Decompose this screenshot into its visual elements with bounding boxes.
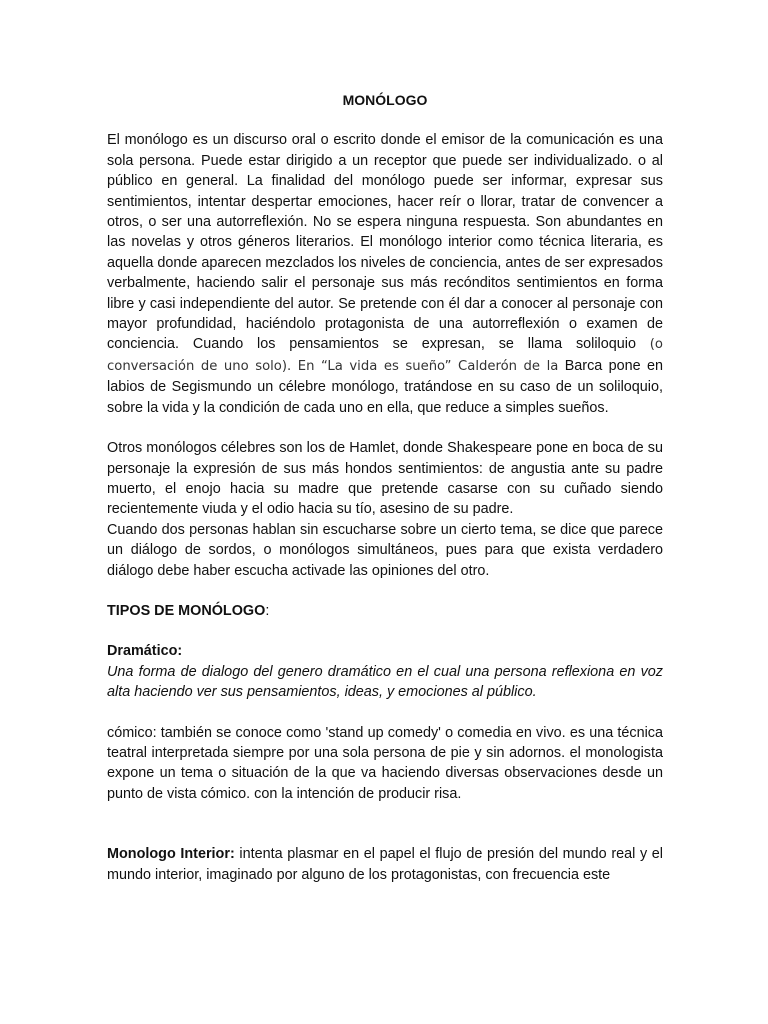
paragraph-gap [107, 703, 663, 723]
paragraph-gap [107, 418, 663, 438]
dramatico-heading: Dramático: [107, 643, 183, 660]
interior-heading: Monologo Interior: [107, 846, 235, 863]
intro-text-end: Barca pone en labios de Segismundo un célebre monólogo, tratándose en su caso de un soliloquio, sobre la vida y la condición de cada uno en ella, que reduce a simples sueños. [107, 357, 663, 416]
dramatico-text: Una forma de dialogo del genero dramático en el cual una persona reflexiona en voz alta haciendo ver sus pensamientos, ideas, y emociones al público. [107, 663, 663, 701]
comico-paragraph: cómico: también se conoce como 'stand up comedy' o comedia en vivo. es una técnica teatral interpretada siempre por una sola persona de pie y sin adornos. el monologista expone un tema o situación de la que va haciendo diversas observaciones desde un punto de vista cómico. con la intención de producir risa. [107, 724, 663, 802]
paragraph-gap [107, 581, 663, 601]
paragraph-gap [107, 824, 663, 844]
tipos-heading-line [107, 601, 663, 621]
tipos-colon: : [265, 602, 270, 619]
document-page [107, 90, 663, 885]
interior-paragraph [107, 844, 663, 885]
intro-paragraph [107, 130, 663, 418]
interior-text: intenta plasmar en el papel el flujo de presión del mundo real y el mundo interior, imaginado por alguno de los protagonistas, con frecuencia este [107, 846, 664, 883]
intro-aside-text: (o conversación de uno solo). En “La vida es sueño” Calderón de la [107, 337, 663, 374]
document-title: MONÓLOGO [342, 92, 428, 108]
paragraph-gap [107, 621, 663, 641]
hamlet-paragraph: Otros monólogos célebres son los de Hamlet, donde Shakespeare pone en boca de su personaje la expresión de sus más hondos sentimientos: de angustia ante su padre muerto, el enojo hacia su madre que pretende casarse con su cuñado siendo recientemente viuda y el odio hacia su tío, asesino de su padre. [107, 440, 663, 518]
intro-text: El monólogo es un discurso oral o escrito donde el emisor de la comunicación es una sola persona. Puede estar dirigido a un receptor que puede ser individualizado. o al público en general. La finalidad del monólogo puede ser informar, expresar sus sentimientos, intentar despertar emociones, hacer reír o llorar, tratar de convencer a otros, o ser una autorreflexión. No se espera ninguna respuesta. Son abundantes en las novelas y otros géneros literarios. El monólogo interior como técnica literaria, es aquella donde aparecen mezclados los niveles de conciencia, antes de ser expresados verbalmente, haciendo salir el personaje sus más recónditos sentimientos en forma libre y casi independiente del autor. Se pretende con él dar a conocer al personaje con mayor profundidad, haciéndolo protagonista de una autorreflexión o examen de conciencia. Cuando los pensamientos se expresan, se llama soliloquio [107, 132, 663, 353]
paragraph-gap [107, 804, 663, 824]
sordos-paragraph: Cuando dos personas hablan sin escucharse sobre un cierto tema, se dice que parece un diálogo de sordos, o monólogos simultáneos, pues para que exista verdadero diálogo debe haber escucha activade las opiniones del otro. [107, 521, 663, 579]
tipos-heading: TIPOS DE MONÓLOGO [107, 602, 266, 619]
